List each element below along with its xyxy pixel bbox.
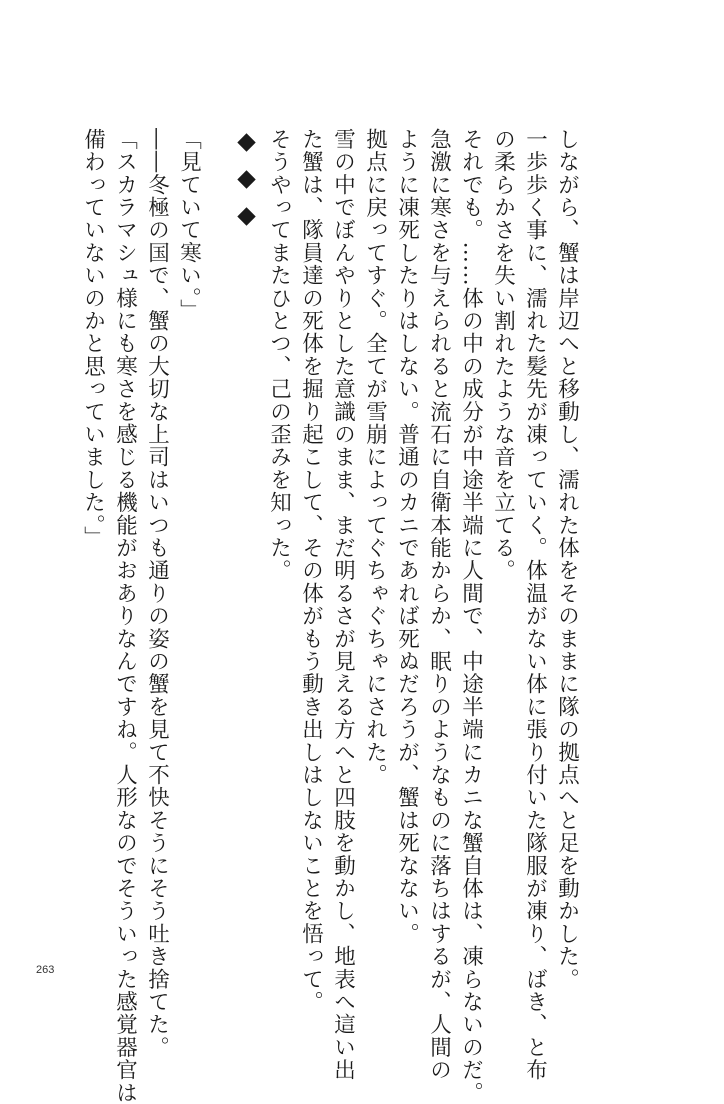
separator-diamond-icon: [237, 133, 255, 151]
text-line: 備わっていないのかと思っていました。」: [80, 128, 106, 549]
text-line: た蟹は、隊員達の死体を掘り起こして、その体がもう動き出しはしないことを悟って。: [298, 128, 324, 1014]
text-line: 急激に寒さを与えられると流石に自衛本能からか、眠りのようなものに落ちはするが、人間の: [426, 128, 452, 1082]
text-line: ――冬極の国で、蟹の大切な上司はいつも通りの姿の蟹を見て不快そうにそう吐き捨てた。: [144, 128, 170, 1059]
scene-separator: [234, 128, 262, 238]
separator-diamond-icon: [237, 170, 255, 188]
text-line: 雪の中でぼんやりとした意識のまま、まだ明るさが見える方へと四肢を動かし、地表へ這い出: [330, 128, 356, 1082]
text-line: しながら、蟹は岸辺へと移動し、濡れた体をそのままに隊の拠点へと足を動かした。: [554, 128, 580, 991]
text-line: ように凍死したりはしない。普通のカニであれば死ぬだろうが、蟹は死なない。: [394, 128, 420, 946]
text-line: 一歩歩く事に、濡れた髪先が凍っていく。体温がない体に張り付いた隊服が凍り、ばき、と布: [522, 128, 548, 1082]
dialogue-line: 「見ていて寒い。」: [176, 128, 202, 322]
text-line: 拠点に戻ってすぐ。全てが雪崩によってぐちゃぐちゃにされた。: [362, 128, 388, 787]
separator-diamond-icon: [237, 207, 255, 225]
text-line: の柔らかさを失い割れたような音を立てる。: [490, 128, 516, 582]
text-line: それでも。……体の中の成分が中途半端に人間で、中途半端にカニな蟹自体は、凍らないのだ。: [458, 128, 484, 1104]
text-line: そうやってまたひとつ、己の歪みを知った。: [266, 128, 292, 582]
dialogue-line: 「スカラマシュ様にも寒さを感じる機能がおありなんですね。人形なのでそういった感覚器官は: [112, 128, 138, 1104]
page-number: 263: [36, 964, 55, 976]
